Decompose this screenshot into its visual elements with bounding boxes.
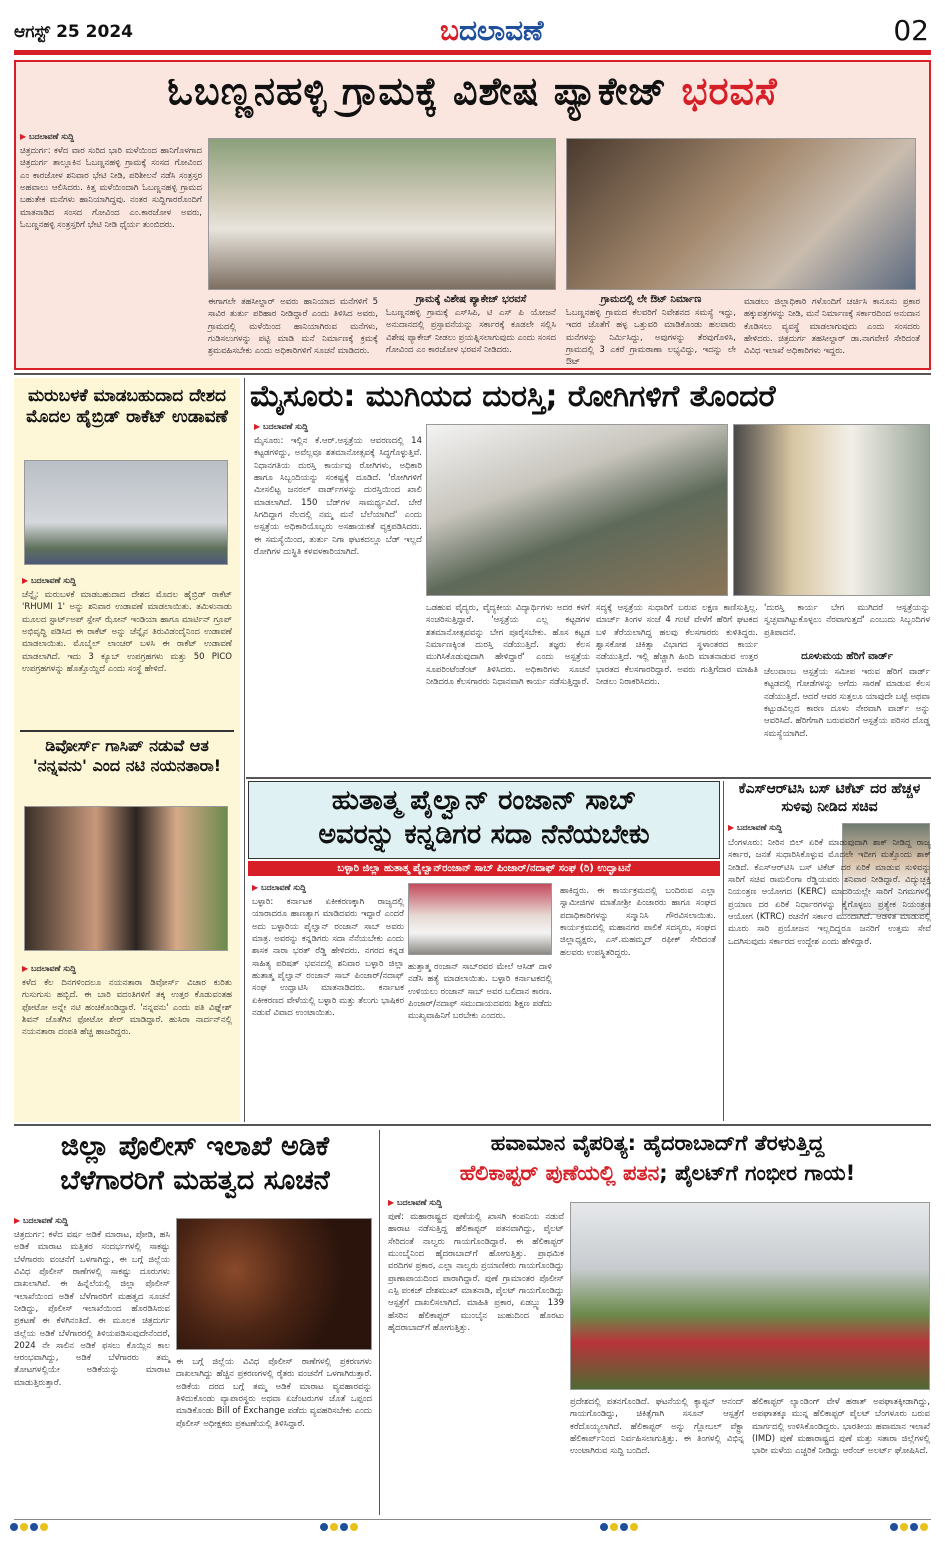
hutatma-headline-1: ಹುತಾತ್ಮ ಪೈಲ್ವಾನ್ ರಂಜಾನ್ ಸಾಬ್: [331, 785, 637, 816]
byline: ▶ ಬದಲಾವಣೆ ಸುದ್ದಿ: [20, 132, 202, 142]
photo-house-inspection: [566, 138, 916, 290]
byline: ▶ ಬದಲಾವಣೆ ಸುದ್ದಿ: [728, 823, 838, 833]
helicopter-col-2: ಪ್ರದೇಶದಲ್ಲಿ ಪತನಗೊಂಡಿದೆ. ಘಟನೆಯಲ್ಲಿ ಕ್ಯಾಪ್ಟನ್ ಆನಂದ್ ಗಾಯಗೊಂಡಿದ್ದು, ಚಿಕಿತ್ಸೆಗಾಗಿ ಸಸೂನ್ ಆಸ್ಪತ್ರೆಗೆ ಕರೆದೊಯ್ಯಲಾಗಿದೆ. ಹೆಲಿಕಾಪ್ಟರ್ ಅನ್ನು ಗ್ಲೋಬಲ್ ವೆಕ್ಟ್ರಾ ಹೆಲಿಕಾರ್ಪ್‌ನಿಂದ ನಿರ್ವಹಿಸಲಾಗುತ್ತಿತ್ತು. ಈ ತಿಂಗಳಲ್ಲಿ ವಿಭಿನ್ನ ಉಂಟಾಗಿರುವ ಸುದ್ದಿ ಬಂದಿದೆ.: [570, 1397, 744, 1457]
byline: ▶ ಬದಲಾವಣೆ ಸುದ್ದಿ: [252, 883, 404, 893]
headline-red: ಭರವಸೆ: [681, 69, 778, 113]
column-rule: [244, 378, 245, 1122]
helicopter-col-3: ಹೆಲಿಕಾಪ್ಟರ್ ಲ್ಯಾಂಡಿಂಗ್ ವೇಳೆ ಹಠಾತ್ ಅಪಘಾತಕ್ಕೀಡಾಗಿದ್ದು, ಅಪಘಾತಕ್ಕೂ ಮುನ್ನ ಹೆಲಿಕಾಪ್ಟರ್ ಪೈಲಟ್ ಬೆಂಗಳೂರು ಬರುವ ಮಾರ್ಗದಲ್ಲಿ ಉಳಿಸಿಕೊಂಡಿದ್ದರು. ಭಾರತೀಯ ಹವಾಮಾನ ಇಲಾಖೆ (IMD) ಪುಣೆ ಮಹಾರಾಷ್ಟ್ರದ ಪುಣೆ ಮತ್ತು ಸತಾರಾ ಜಿಲ್ಲೆಗಳಲ್ಲಿ ಭಾರೀ ಮಳೆಯ ಎಚ್ಚರಿಕೆ ನೀಡಿದ್ದು ಆರೆಂಜ್ ಅಲರ್ಟ್ ಘೋಷಿಸಿದೆ.: [752, 1397, 930, 1457]
caption-3: ಓಬಣ್ಣನಹಳ್ಳಿ ಗ್ರಾಮದ ಕೆಲವರಿಗೆ ನಿವೇಶನದ ಸಮಸ್ಯೆ ಇದ್ದು, ಇದರ ಜೊತೆಗೆ ಹಳ್ಳ ಒತ್ತುವರಿ ಮಾಡಿಕೊಂಡು ಹಲವಾರು ಮನೆಗಳನ್ನು ನಿರ್ಮಿಸಿದ್ದು, ಅವುಗಳನ್ನು ತೆರವುಗೊಳಿಸಿ, ಗ್ರಾಮದಲ್ಲಿ 3 ಎಕರೆ ಗ್ರಾಮಠಾಣಾ ಲಭ್ಯವಿದ್ದು, ಇದನ್ನು ಲೇ ಔಟ್: [566, 308, 736, 368]
photo-hospital-corridor: [733, 424, 930, 596]
top-story: [14, 60, 931, 370]
logo-part-red: ಬ: [440, 14, 459, 47]
byline: ▶ ಬದಲಾವಣೆ ಸುದ್ದಿ: [22, 576, 232, 586]
byline: ▶ ಬದಲಾವಣೆ ಸುದ್ದಿ: [22, 964, 232, 974]
photo-mp-village-visit: [208, 138, 556, 290]
issue-date: ಆಗಸ್ಟ್ 25 2024: [14, 22, 133, 42]
police-col-1: ಚಿತ್ರದುರ್ಗ: ಕಳೆದ ವರ್ಷ ಅಡಿಕೆ ಮಾರಾಟ, ಪೋಡಿ, ಹಸಿ ಅಡಿಕೆ ಮಾರಾಟ ಮತ್ತಿತರ ಸಂದರ್ಭಗಳಲ್ಲಿ ಸಾಕಷ್ಟು ಬೆಳೆಗಾರರು ವಂಚನೆಗೆ ಒಳಗಾಗಿದ್ದು, ಈ ಬಗ್ಗೆ ಜಿಲ್ಲೆಯ ವಿವಿಧ ಪೊಲೀಸ್ ಠಾಣೆಗಳಲ್ಲಿ ಸಾಕಷ್ಟು ದೂರುಗಳು ದಾಖಲಾಗಿವೆ. ಈ ಹಿನ್ನೆಲೆಯಲ್ಲಿ ಜಿಲ್ಲಾ ಪೊಲೀಸ್ ಇಲಾಖೆಯಿಂದ ಅಡಿಕೆ ಬೆಳೆಗಾರರಿಗೆ ಮಹತ್ವದ ಸೂಚನೆ ನೀಡಿದ್ದು, ಪೊಲೀಸ್ ಇಲಾಖೆಯಿಂದ ಹೊರಡಿಸಿರುವ ಪ್ರಕಟಣೆ ಈ ಕೆಳಗಿನಂತಿದೆ. ಈ ಮೂಲಕ ಚಿತ್ರದುರ್ಗ ಜಿಲ್ಲೆಯ ಅಡಿಕೆ ಬೆಳೆಗಾರರಲ್ಲಿ ತಿಳಿಯಪಡಿಸುವುದೇನೆಂದರೆ, 2024 ನೇ ಸಾಲಿನ ಅಡಿಕೆ ಫಸಲು ಕೊಯ್ಲಿನ ಕಾಲ ಆರಂಭವಾಗಿದ್ದು, ಅಡಿಕೆ ಬೆಳೆಗಾರರು ತಮ್ಮ ತೋಟಗಳಲ್ಲಿಯೇ ಅಡಿಕೆಯನ್ನು ಮಾರಾಟ ಮಾಡುತ್ತಿರುತ್ತಾರೆ.: [14, 1230, 170, 1388]
photo-scaffolding: [426, 424, 728, 596]
police-story: [14, 1130, 376, 1515]
photo-arecanut: [176, 1218, 372, 1350]
logo-part-blue: ದಲಾವಣೆ: [458, 14, 544, 47]
rocket-headline: ಮರುಬಳಕೆ ಮಾಡಬಹುದಾದ ದೇಶದ ಮೊದಲ ಹೈಬ್ರಿಡ್ ರಾಕೆಟ್ ಉಡಾವಣೆ: [26, 386, 228, 428]
section-divider: [246, 777, 931, 779]
photo-nayanthara: [24, 806, 228, 951]
sidebar-divider: [20, 730, 234, 732]
column-rule: [723, 781, 724, 1121]
mysuru-story: [250, 378, 931, 775]
hutatma-band: ಬಳ್ಳಾರಿ ಜಿಲ್ಲಾ ಹುತಾತ್ಮ ಪೈಲ್ವಾನ್‌ರಂಜಾನ್ ಸಾಬ್ ಪಿಂಜಾರ್/ನದಾಫ್ ಸಂಘ (ರಿ) ಉದ್ಘಾಟನೆ: [248, 861, 720, 876]
mysuru-col-4: ಚೆಲುವಾಂಬ ಆಸ್ಪತ್ರೆಯ ಸಮೀಪ ಇರುವ ಹೆರಿಗೆ ವಾರ್ಡ್ ಕಟ್ಟಡದಲ್ಲಿ ಗೋಡೆಗಳನ್ನು ಅಗೆದು ಸಾರಣೆ ಮಾಡುವ ಕೆಲಸ ನಡೆಯುತ್ತಿದೆ. ಆದರೆ ಆವರ ಸುತ್ತಲೂ ಯಾವುದೇ ಬಟ್ಟೆ ಅಥವಾ ಕಟ್ಟುಡವಿಲ್ಲದ ಕಾರಣ ದೂಳು ನೇರವಾಗಿ ವಾರ್ಡ್ ಅನ್ನು ಆವರಿಸಿದೆ. ಹೆರಿಗೆಗಾಗಿ ಬರುವವರಿಗೆ ಆಸ್ಪತ್ರೆಯ ಪರಿಸರ ದೊಡ್ಡ ಸಮಸ್ಯೆಯಾಗಿದೆ.: [764, 666, 930, 739]
hutatma-story: [248, 781, 720, 1121]
masthead-rule: [14, 50, 931, 55]
caption-1: ಈಗಾಗಲೇ ತಹಸೀಲ್ದಾರ್ ಅವರು ಹಾನಿಯಾದ ಮನೆಗಳಿಗೆ 5 ಸಾವಿರ ತುರ್ತು ಪರಿಹಾರ ನೀಡಿದ್ದಾರೆ ಎಂದು ತಿಳಿಸಿದ ಅವರು, ಗ್ರಾಮದಲ್ಲಿ ಮಳೆಯಿಂದ ಹಾನಿಯಾಗಿರುವ ಮನೆಗಳು, ಗುಡಿಸಲುಗಳನ್ನು ಪಟ್ಟಿ ಮಾಡಿ ಮನೆ ನಿರ್ಮಾಣಕ್ಕೆ ಕ್ರಮಕ್ಕೆ ಶ್ರಮವಹಿಸಬೇಕು ಎಂದು ಅಧಿಕಾರಿಗಳಿಗೆ ಸೂಚನೆ ಮಾಡಿದರು.: [208, 297, 378, 357]
top-story-body: ಚಿತ್ರದುರ್ಗ: ಕಳೆದ ವಾರ ಸುರಿದ ಭಾರಿ ಮಳೆಯಿಂದ ಹಾನಿಗೊಳಗಾದ ಚಿತ್ರದುರ್ಗ ತಾಲ್ಲೂಕಿನ ಓಬಣ್ಣನಹಳ್ಳಿ ಗ್ರಾಮಕ್ಕೆ ಸಂಸದ ಗೋವಿಂದ ಎಂ ಕಾರಜೋಳ ಶನಿವಾರ ಭೇಟಿ ನೀಡಿ, ಪರಿಶೀಲನೆ ನಡೆಸಿ ಸಂತ್ರಸ್ತರ ಅಹವಾಲು ಆಲಿಸಿದರು. ಕಿತ್ತ ಮಳೆಯಿಂದಾಗಿ ಓಬಣ್ಣನಹಳ್ಳಿ ಗ್ರಾಮದ ಬಹುತೇಕ ಮನೆಗಳು ಹಾನಿಯಾಗಿದ್ದವು. ನಂತರ ಸುದ್ದಿಗಾರರೊಂದಿಗೆ ಮಾತನಾಡಿದ ಸಂಸದ ಗೋವಿಂದ ಎಂ.ಕಾರಜೋಳ ಅವರು, ಓಬಣ್ಣನಹಳ್ಳಿ ಸಂತ್ರಸ್ತರಿಗೆ ಭೇಟಿ ನೀಡಿ ಧೈರ್ಯ ತುಂಬಿದರು.: [20, 146, 202, 230]
subhead-special-package: ಗ್ರಾಮಕ್ಕೆ ವಿಶೇಷ ಪ್ಯಾಕೇಜ್ ಭರವಸೆ: [415, 294, 527, 305]
headline-black: ; ಪೈಲಟ್‌ಗೆ ಗಂಭೀರ ಗಾಯ!: [659, 1161, 856, 1186]
hutatma-col-1: ಬಳ್ಳಾರಿ: ಕರ್ನಾಟಕ ಏಕೀಕರಣಕ್ಕಾಗಿ ರಾಜ್ಯದಲ್ಲಿ ಯಾರಾದರೂ ಹಾಣತ್ಯಾಗ ಮಾಡಿದವರು ಇದ್ದಾರೆ ಎಂದರೆ ಅದು ಬಳ್ಳಾರಿಯ ಪೈಲ್ವಾನ್ ರಂಜಾನ್ ಸಾಬ್ ಅವರು ಮಾತ್ರ. ಅವರನ್ನು ಕನ್ನಡಿಗರು ಸದಾ ನೆನೆಯಬೇಕು ಎಂದು ಶಾಸಕ ನಾರಾ ಭರತ್ ರೆಡ್ಡಿ ಹೇಳಿದರು. ನಗರದ ಕನ್ನಡ ಸಾಹಿತ್ಯ ಪರಿಷತ್ ಭವನದಲ್ಲಿ ಶನಿವಾರ ಬಳ್ಳಾರಿ ಜಿಲ್ಲಾ ಹುತಾತ್ಮ ಪೈಲ್ವಾನ್ ರಂಜಾನ್ ಸಾಬ್ ಪಿಂಜಾರ್/ನದಾಫ್ ಸಂಘ ಉದ್ಘಾಟಿಸಿ ಮಾತನಾಡಿದರು. ಕರ್ನಾಟಕ ಏಕೀಕರಣದ ವೇಳೆಯಲ್ಲಿ ಬಳ್ಳಾರಿ ಮತ್ತು ತೆಲುಗು ಭಾಷಿಕರ ನಡುವೆ ವಿವಾದ ಉಂಟಾಯಿತು.: [252, 897, 404, 1018]
subhead-layout: ಗ್ರಾಮದಲ್ಲಿ ಲೇ ಔಟ್ ನಿರ್ಮಾಣ: [600, 294, 702, 305]
mysuru-col-3: ಸದ್ಯಕ್ಕೆ ಆಸ್ಪತ್ರೆಯ ಸುಧಾರಿಗೆ ಬರುವ ಲಕ್ಷಣ ಕಾಣಿಸುತ್ತಿಲ್ಲ. ಮಾರ್ಚ್ ತಿಂಗಳ ಸಂಜೆ 4 ಗಂಟೆ ವೇಳೆಗೆ ಹೆರಿಗೆ ಘಟಕದ ಬಳಿ ತೆರೆಯಲಾಗಿದ್ದ ಹಲವು ಕೆಲಸಗಾರರು ಕುಳಿತಿದ್ದರು. ಶ್ವಾಸಕೋಶ ಚಿಕಿತ್ಸಾ ವಿಭಾಗದ ಸ್ಥಳಾಂತರದ ಕಾರ್ಯ ನಡೆಯುತ್ತಿದೆ. ಇಲ್ಲಿ ಹೆಚ್ಚಾಗಿ ಹಿಂದಿ ಮಾತನಾಡುವ ಉತ್ತರ ಭಾರತದ ಕೆಲಸಗಾರರಿದ್ದಾರೆ. ಅವರು ಗುತ್ತಿಗೆದಾರ ಮಾಹಿತಿ ನೀಡಲು ನಿರಾಕರಿಸಿದರು.: [596, 603, 758, 687]
byline: ▶ ಬದಲಾವಣೆ ಸುದ್ದಿ: [254, 422, 422, 432]
byline: ▶ ಬದಲಾವಣೆ ಸುದ್ದಿ: [14, 1216, 170, 1226]
byline: ▶ ಬದಲಾವಣೆ ಸುದ್ದಿ: [388, 1198, 564, 1208]
footer-dots-left: [10, 1516, 50, 1535]
footer-dots-center: [320, 1516, 360, 1535]
footer-rule: [14, 1519, 931, 1520]
police-col-2: ಈ ಬಗ್ಗೆ ಜಿಲ್ಲೆಯ ವಿವಿಧ ಪೊಲೀಸ್ ಠಾಣೆಗಳಲ್ಲಿ ಪ್ರಕರಣಗಳು ದಾಖಲಾಗಿದ್ದು ಹೆಚ್ಚಿನ ಪ್ರಕರಣಗಳಲ್ಲಿ ರೈತರು ವಂಚನೆಗೆ ಒಳಗಾಗಿರುತ್ತಾರೆ. ಅಡಿಕೆಯ ದರದ ಬಗ್ಗೆ ತಮ್ಮ ಅಡಿಕೆ ಮಾರಾಟ ವ್ಯವಹಾರವನ್ನು ತಿಳಿದುಕೊಂಡು ವ್ಯಾಪಾರಸ್ಥರು ಅಥವಾ ಏಜೆಂಟರುಗಳ ಜೊತೆ ಒಪ್ಪಂದ ಮಾಡಿಕೊಂಡು Bill of Exchange ಪಡೆದು ವ್ಯವಹರಿಸಬೇಕು ಎಂದು ಪೊಲೀಸ್ ಅಧೀಕ್ಷಕರು ಪ್ರಕಟಣೆಯಲ್ಲಿ ತಿಳಿಸಿದ್ದಾರೆ.: [176, 1357, 372, 1429]
ksrtc-headline: ಕೆಎಸ್‌ಆರ್‌ಟಿಸಿ ಬಸ್ ಟಿಕೆಟ್ ದರ ಹೆಚ್ಚಳ ಸುಳಿವು ನೀಡಿದ ಸಚಿವ: [738, 781, 921, 815]
footer-dots-right: [890, 1516, 930, 1535]
photo-sangha-inauguration: [408, 883, 552, 955]
helicopter-headline-2: [384, 1160, 931, 1186]
column-rule: [379, 1130, 380, 1515]
headline-black: ಓಬಣ್ಣನಹಳ್ಳಿ ಗ್ರಾಮಕ್ಕೆ ವಿಶೇಷ ಪ್ಯಾಕೇಜ್: [167, 69, 668, 113]
hutatma-col-2: ಹುತ್ತಾತ್ಮ ರಂಜಾನ್ ಸಾಬ್‌ರವರ ಮೇಲೆ ಆಸಿಡ್ ದಾಳಿ ನಡೆಸಿ ಹತ್ಯೆ ಮಾಡಲಾಯಿತು. ಬಳ್ಳಾರಿ ಕರ್ನಾಟಕದಲ್ಲಿ ಉಳಿಯಲು ರಂಜಾನ್ ಸಾಬ್ ಅವರ ಬಲಿದಾನ ಕಾರಣ. ಪಿಂಜಾರ್/ನದಾಫ್ ಸಮುದಾಯದವರು ಶಿಕ್ಷಣ ಪಡೆದು ಮುಖ್ಯವಾಹಿನಿಗೆ ಬರಬೇಕು ಎಂದರು.: [408, 962, 552, 1022]
nayanthara-headline: ಡಿವೋರ್ಸ್ ಗಾಸಿಪ್ ನಡುವೆ ಆತ 'ನನ್ನವನು' ಎಂದ ನಟಿ ನಯನತಾರಾ!: [32, 736, 222, 775]
newspaper-logo: [440, 14, 543, 48]
page-number: 02: [893, 14, 929, 47]
helicopter-story: [384, 1130, 931, 1515]
mysuru-col-1: ಮೈಸೂರು: ಇಲ್ಲಿನ ಕೆ.ಆರ್.ಆಸ್ಪತ್ರೆಯ ಆವರಣದಲ್ಲಿ 14 ಕಟ್ಟಡಗಳಿದ್ದು, ಅವೆಲ್ಲವೂ ಶತಮಾನೋತ್ಸವಕ್ಕೆ ಸಿದ್ಧಗೊಳ್ಳುತ್ತಿವೆ. ನಿಧಾನಗತಿಯ ದುರಸ್ತಿ ಕಾರ್ಯವು ರೋಗಿಗಳು, ಅಧಿಕಾರಿ ಹಾಗೂ ಸಿಬ್ಬಂದಿಯನ್ನು ಸಂಕಷ್ಟಕ್ಕೆ ದೂಡಿದೆ. 'ರೋಗಿಗಳಿಗೆ ಮೀಸಲಿಟ್ಟ ಜನರಲ್ ವಾರ್ಡ್‌ಗಳನ್ನು ದುರಸ್ತಿಯಿಂದ ಖಾಲಿ ಮಾಡಲಾಗಿದೆ. 150 ಬೆಡ್‌ಗಳ ಸಾಮರ್ಥ್ಯವಿದೆ. ಬೇರೆ ಸಿಗದಿದ್ದಾಗ ನೆಲದಲ್ಲಿ ನಮ್ಮ ಮನೆ ಬೆಲೆಯಾಗಿದೆ' ಎಂದು ಅಸ್ಪತ್ರೆಯ ಅಧಿಕಾರಿಯೊಬ್ಬರು ಅಸಹಾಯಕತೆ ವ್ಯಕ್ತಪಡಿಸಿದರು. ಈ ಸಮಸ್ಯೆಯಿಂದ, ತುರ್ತು ನಿಗಾ ಘಟಕದಲ್ಲೂ ಬೆಡ್ ಇಲ್ಲದೆ ರೋಗಿಗಳ ದುಸ್ಥಿತಿ ಕಳವಳಕಾರಿಯಾಗಿದೆ.: [254, 436, 422, 557]
police-headline: ಜಿಲ್ಲಾ ಪೊಲೀಸ್ ಇಲಾಖೆ ಅಡಿಕೆ ಬೆಳೆಗಾರರಿಗೆ ಮಹತ್ವದ ಸೂಚನೆ: [60, 1131, 330, 1196]
mysuru-photo-caption: 'ದುರಸ್ತಿ ಕಾರ್ಯ ಬೇಗ ಮುಗಿದರೆ ಆಸ್ಪತ್ರೆಯನ್ನು ಸ್ವಚ್ಛವಾಗಿಟ್ಟುಕೊಳ್ಳಲು ನೆರವಾಗುತ್ತದೆ' ಎಂಬುದು ಸಿಬ್ಬಂದಿಗಳ ಪ್ರತಿಪಾದನೆ.: [764, 603, 930, 638]
top-story-headline: [16, 68, 929, 116]
section-divider: [14, 1124, 931, 1126]
mysuru-headline: ಮೈಸೂರು: ಮುಗಿಯದ ದುರಸ್ತಿ; ರೋಗಿಗಳಿಗೆ ತೊಂದರೆ: [250, 379, 776, 414]
mysuru-col-2: ಒಡಹುವ ವೈದ್ಯರು, ವೈದ್ಯಕೀಯ ವಿದ್ಯಾರ್ಥಿಗಳು ಅದರ ಕಳಗೆ ಸಂಚರಿಸುತ್ತಿದ್ದಾರೆ. 'ಆಸ್ಪತ್ರೆಯ ಎಲ್ಲ ಕಟ್ಟಡಗಳ ಶತಮಾನೋತ್ಸವವನ್ನು ಬೇಗ ಪೂರೈಸಬೇಕು. ಹೊಸ ಕಟ್ಟಡ ನಿರ್ಮಾಣಕ್ಕಿಂತ ದುರಸ್ತಿ ನಡೆಯುತ್ತಿದೆ. ತಜ್ಞರು ಕೆಲಸ ಮುಗಿಸಿಕೊಡುವುದಾಗಿ ಹೇಳಿದ್ದಾರೆ' ಎಂದು ಅಸ್ಪತ್ರೆಯ ಸೂಪರಿಂಟೆಂಡೆಂಟ್ ತಿಳಿಸಿದರು. ಅಧಿಕಾರಿಗಳು ಸೂಚನೆ ನೀಡಿದರೂ ಕೆಲಸಗಾರರು ನಿಧಾನವಾಗಿ ಕಾರ್ಯ ನಡೆಸುತ್ತಿದ್ದಾರೆ.: [426, 603, 590, 687]
caption-4: ಮಾಡಲು ಜಿಲ್ಲಾಧಿಕಾರಿ ಗಳೊಂದಿಗೆ ಚರ್ಚಿಸಿ ಕಾನೂನು ಪ್ರಕಾರ ಹಕ್ಕುಪತ್ರಗಳನ್ನು ನೀಡಿ, ಮನೆ ನಿರ್ಮಾಣಕ್ಕೆ ಸರ್ಕಾರದಿಂದ ಅನುದಾನ ಕೊಡಿಸಲು ವ್ಯವಸ್ಥೆ ಮಾಡಲಾಗುವುದು ಎಂದು ಸಂಸದರು ಹೇಳಿದರು. ಚಿತ್ರದುರ್ಗ ತಹಸೀಲ್ದಾರ್ ಡಾ.ನಾಗವೇಣಿ ಸೇರಿದಂತೆ ವಿವಿಧ ಇಲಾಖೆ ಅಧಿಕಾರಿಗಳು ಇದ್ದರು.: [744, 297, 920, 357]
nayanthara-body: ಕಳೆದ ಕೆಲ ದಿನಗಳಿಂದಲೂ ನಯನತಾರಾ ಡಿವೋರ್ಸ್ ವಿಚಾರ ಕುರಿತು ಗುಸುಗುಸು ಹಬ್ಬಿದೆ. ಈ ಬಾರಿ ವದಂತಿಗಳಿಗೆ ತಕ್ಕ ಉತ್ತರ ಕೊಡುವಂತಹ ಫೋಟೋ ಅನ್ನೇ ನಟಿ ಹಂಚಿಕೊಂಡಿದ್ದಾರೆ. 'ನನ್ನವನು' ಎಂದು ಪತಿ ವಿಘ್ನೇಶ್ ಶಿವನ್ ಜೊತೆಗಿನ ಫೋಟೋ ಶೇರ್ ಮಾಡಿದ್ದಾರೆ. ಹುಸಿರಾ ನಾರ್ದನ್‌ನಲ್ಲಿ ನಯನತಾರಾ ದಂಪತಿ ಹೆಚ್ಚ ಹಾಜರಿದ್ದರು.: [22, 978, 232, 1038]
footer-dots-mid: [600, 1516, 640, 1535]
headline-red: ಹೆಲಿಕಾಪ್ಟರ್ ಪುಣೆಯಲ್ಲಿ ಪತನ: [459, 1161, 660, 1186]
photo-helicopter-crash: [570, 1202, 930, 1390]
mysuru-subhead: ದೂಳುಮಯ ಹೆರಿಗೆ ವಾರ್ಡ್: [801, 650, 893, 662]
section-divider: [14, 373, 931, 375]
rocket-body: ಚೆನ್ನೈ: ಮರುಬಳಕೆ ಮಾಡಬಹುದಾದ ದೇಶದ ಮೊದಲ ಹೈಬ್ರಿಡ್ ರಾಕೆಟ್ 'RHUMI 1' ಅನ್ನು ಶನಿವಾರ ಉಡಾವಣೆ ಮಾಡಲಾಯಿತು. ತಮಿಳುನಾಡು ಮೂಲದ ಸ್ಟಾರ್ಟ್‌ಅಪ್ ಸ್ಪೇಸ್ ಝೋನ್ ಇಂಡಿಯಾ ಹಾಗೂ ಮಾರ್ಟಿನ್ ಗ್ರೂಪ್ ಅಭಿವೃದ್ಧಿ ಪಡಿಸಿದ ಈ ರಾಕೆಟ್ ಅನ್ನು ಚೆನ್ನೈನ ತಿರುವಿಡಂದೈನಿಂದ ಉಡಾವಣೆ ಮಾಡಲಾಯಿತು. ಮೊಬೈಲ್ ಲಾಂಚರ್ ಬಳಸಿ ಈ ರಾಕೆಟ್ ಉಡಾವಣೆ ಮಾಡಲಾಗಿದೆ. ಇದು 3 ಕ್ಯೂಬ್ ಉಪಗ್ರಹಗಳು ಮತ್ತು 50 PICO ಉಪಗ್ರಹಗಳನ್ನು ಹೊತ್ತೊಯ್ದಿದೆ ಎಂದು ಸಂಸ್ಥೆ ಹೇಳಿದೆ.: [22, 590, 232, 674]
helicopter-col-1: ಪುಣೆ: ಮಹಾರಾಷ್ಟ್ರದ ಪುಣೆಯಲ್ಲಿ ಖಾಸಗಿ ಕಂಪನಿಯ ನಡುವೆ ಹಾರಾಟ ನಡೆಸುತ್ತಿದ್ದ ಹೆಲಿಕಾಪ್ಟರ್ ಪತನವಾಗಿದ್ದು, ಪೈಲಟ್ ಸೇರಿದಂತೆ ನಾಲ್ವರು ಗಾಯಗೊಂಡಿದ್ದಾರೆ. ಈ ಹೆಲಿಕಾಪ್ಟರ್ ಮುಂಬೈನಿಂದ ಹೈದರಾಬಾದ್‌ಗೆ ಹೋಗುತ್ತಿತ್ತು. ಪ್ರಾಥಮಿಕ ವರದಿಗಳ ಪ್ರಕಾರ, ಎಲ್ಲಾ ನಾಲ್ವರು ಪ್ರಯಾಣಿಕರು ಗಾಯಗೊಂಡಿದ್ದು ಪ್ರಾಣಾಪಾಯದಿಂದ ಪಾರಾಗಿದ್ದಾರೆ. ಪುಣೆ ಗ್ರಾಮಾಂತರ ಪೊಲೀಸ್ ಎಸ್ಪಿ ಪಂಕಜ್ ದೇಶಮುಖ್ ಮಾತನಾಡಿ, ಪೈಲಟ್ ಗಾಯಗೊಂಡಿದ್ದು ಆಸ್ಪತ್ರೆಗೆ ದಾಖಲಿಸಲಾಗಿದೆ. ಮಾಹಿತಿ ಪ್ರಕಾರ, ಏಡಬ್ಲ್ಯು 139 ಹೆಸರಿನ ಹೆಲಿಕಾಪ್ಟರ್ ಮುಂಬೈನ ಜುಹುದಿಂದ ಹೊರಟು ಹೈದರಾಬಾದ್‌ಗೆ ಹೋಗುತ್ತಿತ್ತು.: [388, 1212, 564, 1333]
hutatma-col-3: ಹಾಕಿದ್ದರು. ಈ ಕಾರ್ಯಕ್ರಮದಲ್ಲಿ ಬಂದಿರುವ ಎಲ್ಲಾ ಸ್ವಾಮೀಜಿಗಳ ಮಾತೋಶ್ರೀ ಪಿಂಜಾರರು ಹಾಗೂ ಸಂಘದ ಪದಾಧಿಕಾರಿಗಳನ್ನು ಸನ್ಮಾನಿಸಿ ಗೌರವಿಸಲಾಯಿತು. ಕಾರ್ಯಕ್ರಮದಲ್ಲಿ ಮಹಾನಗರ ಪಾಲಿಕೆ ಸದಸ್ಯರು, ಸಂಘದ ಜಿಲ್ಲಾಧ್ಯಕ್ಷರು, ಎಸ್.ಮಹಮ್ಮದ್ ರಫೀಕ್ ಸೇರಿದಂತೆ ಹಲವರು ಉಪಸ್ಥಿತರಿದ್ದರು.: [560, 886, 716, 958]
ksrtc-body: ಬೆಂಗಳೂರು: ನೀರಿನ ಬಿಲ್ ಏರಿಕೆ ಮಾಡುವುದಾಗಿ ಶಾಕ್ ನೀಡಿದ್ದ ರಾಜ್ಯ ಸರ್ಕಾರ, ಜನತೆ ಸುಧಾರಿಸಿಕೊಳ್ಳುವ ಮೊದಲೇ ಇದೀಗ ಮತ್ತೊಂದು ಶಾಕ್ ನೀಡಿದೆ. ಕೆಎಸ್‌ಆರ್‌ಟಿಸಿ ಬಸ್ ಟಿಕೆಟ್ ದರ ಏರಿಕೆ ಮಾಡುವ ಸುಳಿವನ್ನು ಸಾರಿಗೆ ಸಚಿವ ರಾಮಲಿಂಗಾ ರೆಡ್ಡಿಯವರು ಶನಿವಾರ ನೀಡಿದ್ದಾರೆ. ವಿದ್ಯುಚ್ಛಕ್ತಿ ನಿಯಂತ್ರಣ ಆಯೋಗದ (KERC) ಮಾದರಿಯಲ್ಲೇ ಸಾರಿಗೆ ನಿಗಮಗಳಲ್ಲಿ ಪ್ರಯಾಣ ದರ ಏರಿಕೆ ನಿರ್ಧಾರಗಳನ್ನು ಕೈಗೊಳ್ಳಲು ಪ್ರತ್ಯೇಕ ನಿಯಂತ್ರಣ ಆಯೋಗ (KTRC) ರಚನೆಗೆ ಸರ್ಕಾರ ಮುಂದಾಗಿದೆ. ಆಡಳಿತ ಮಾಡುವಲ್ಲಿ ಮೂರು ಸಾರಿ ಪ್ರಯೋಜನ ಇಲ್ಲದಿದ್ದರೂ ಜನರಿಗೆ ಉತ್ತಮ ಸೇವೆ ಒದಗಿಸುವುದು ಸರ್ಕಾರದ ಉದ್ದೇಶ ಎಂದು ಹೇಳಿದ್ದಾರೆ.: [728, 838, 931, 947]
caption-2: ಓಬಣ್ಣನಹಳ್ಳಿ ಗ್ರಾಮಕ್ಕೆ ಎಸ್‌ಸಿಪಿ, ಟಿ ಎಸ್ ಪಿ ಯೋಜನೆ ಅನುದಾನದಲ್ಲಿ ಪ್ರಸ್ತಾವನೆಯನ್ನು ಸರ್ಕಾರಕ್ಕೆ ಕೂಡಲೇ ಸಲ್ಲಿಸಿ ವಿಶೇಷ ಪ್ಯಾಕೇಜ್ ನೀಡಲು ಪ್ರಯತ್ನಿಸಲಾಗುವುದು ಎಂದು ಸಂಸದ ಗೋವಿಂದ ಎಂ ಕಾರಜೋಳ ಭರವಸೆ ನೀಡಿದರು.: [386, 308, 556, 355]
hutatma-headline-2: ಅವರನ್ನು ಕನ್ನಡಿಗರ ಸದಾ ನೆನೆಯಬೇಕು: [318, 818, 650, 850]
ksrtc-story: [728, 781, 931, 1121]
left-sidebar: [14, 378, 240, 1122]
helicopter-headline-1: ಹವಾಮಾನ ವೈಪರಿತ್ಯ: ಹೈದರಾಬಾದ್‌ಗೆ ತೆರಳುತ್ತಿದ್ದ: [490, 1131, 825, 1155]
photo-rocket-launch: [24, 460, 228, 565]
